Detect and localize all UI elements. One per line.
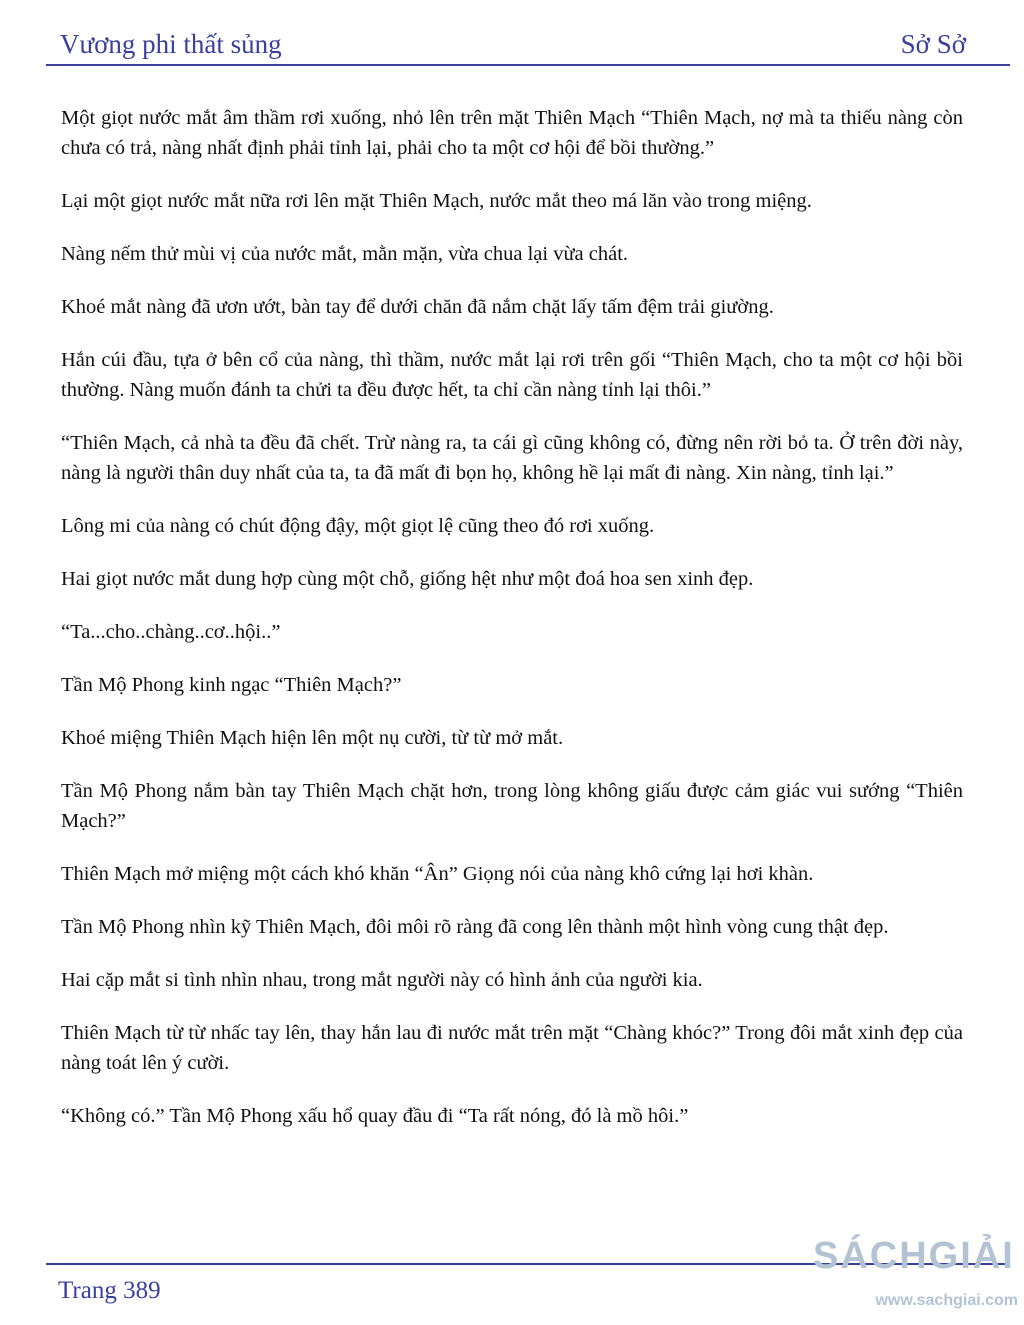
paragraph: Tần Mộ Phong nắm bàn tay Thiên Mạch chặt hơn, trong lòng không giấu được cảm giác vui sướng “Thiên Mạch?” xyxy=(61,780,963,832)
chapter-text xyxy=(61,103,963,1154)
paragraph: “Ta...cho..chàng..cơ..hội..” xyxy=(61,621,281,643)
paragraph: Hắn cúi đầu, tựa ở bên cổ của nàng, thì thầm, nước mắt lại rơi trên gối “Thiên Mạch, cho ta một cơ hội bồi thường. Nàng muốn đánh ta chửi ta đều được hết, ta chỉ cần nàng tỉnh lại thôi.” xyxy=(61,349,963,401)
author-name: Sở Sở xyxy=(900,29,966,59)
watermark-logo-text: SÁCHGIẢI xyxy=(813,1235,1015,1277)
paragraph: Một giọt nước mắt âm thầm rơi xuống, nhỏ lên trên mặt Thiên Mạch “Thiên Mạch, nợ mà ta thiếu nàng còn chưa có trả, nàng nhất định phải tỉnh lại, phải cho ta một cơ hội để bồi thường.” xyxy=(61,107,963,159)
paragraph: Hai cặp mắt si tình nhìn nhau, trong mắt người này có hình ảnh của người kia. xyxy=(61,969,703,991)
header-divider xyxy=(46,64,1010,66)
paragraph: Thiên Mạch mở miệng một cách khó khăn “Ân” Giọng nói của nàng khô cứng lại hơi khàn. xyxy=(61,863,814,885)
paragraph: Khoé mắt nàng đã ươn ướt, bàn tay để dưới chăn đã nắm chặt lấy tấm đệm trải giường. xyxy=(61,296,774,318)
paragraph: Khoé miệng Thiên Mạch hiện lên một nụ cười, từ từ mở mắt. xyxy=(61,727,564,749)
paragraph: Lại một giọt nước mắt nữa rơi lên mặt Thiên Mạch, nước mắt theo má lăn vào trong miệng. xyxy=(61,190,812,212)
page-number: Trang 389 xyxy=(58,1277,161,1304)
paragraph: Lông mi của nàng có chút động đậy, một giọt lệ cũng theo đó rơi xuống. xyxy=(61,515,655,537)
watermark-logo xyxy=(813,1230,1018,1320)
paragraph: Tần Mộ Phong kinh ngạc “Thiên Mạch?” xyxy=(61,674,402,696)
paragraph: “Thiên Mạch, cả nhà ta đều đã chết. Trừ nàng ra, ta cái gì cũng không có, đừng nên rời bỏ ta. Ở trên đời này, nàng là người thân duy nhất của ta, ta đã mất đi bọn họ, không hề lại mất đi nàng. Xin nàng, tỉnh lại.” xyxy=(61,432,963,484)
paragraph: “Không có.” Tần Mộ Phong xấu hổ quay đầu đi “Ta rất nóng, đó là mồ hôi.” xyxy=(61,1105,689,1127)
page-header xyxy=(58,24,966,64)
paragraph: Tần Mộ Phong nhìn kỹ Thiên Mạch, đôi môi rõ ràng đã cong lên thành một hình vòng cung thật đẹp. xyxy=(61,916,889,938)
paragraph: Hai giọt nước mắt dung hợp cùng một chỗ, giống hệt như một đoá hoa sen xinh đẹp. xyxy=(61,568,754,590)
paragraph: Nàng nếm thử mùi vị của nước mắt, mằn mặn, vừa chua lại vừa chát. xyxy=(61,243,629,265)
book-title: Vương phi thất sủng xyxy=(60,29,282,59)
paragraph: Thiên Mạch từ từ nhấc tay lên, thay hắn lau đi nước mắt trên mặt “Chàng khóc?” Trong đôi mắt xinh đẹp của nàng toát lên ý cười. xyxy=(61,1022,963,1074)
watermark-url: www.sachgiai.com xyxy=(875,1292,1018,1309)
